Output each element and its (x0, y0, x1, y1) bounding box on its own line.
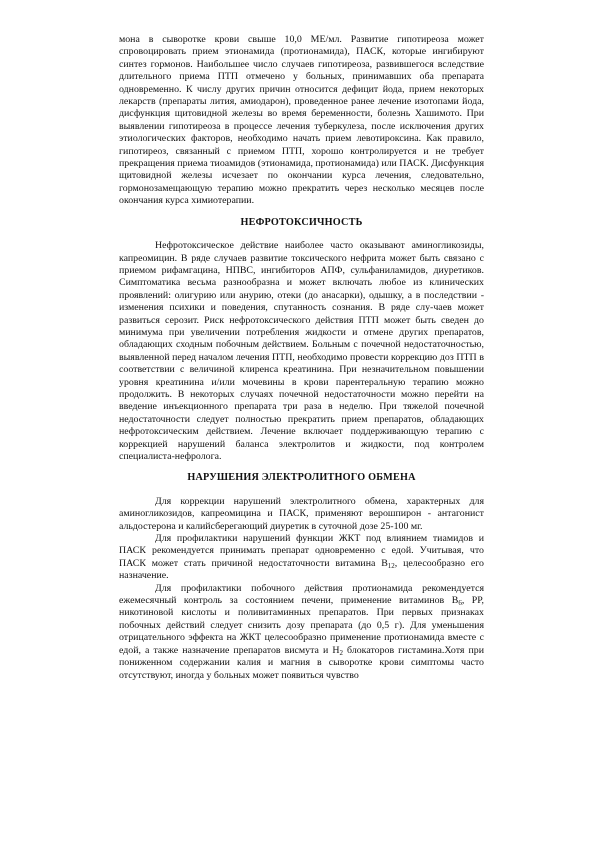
vitamin-b12-subscript: 12 (387, 561, 395, 570)
nephrotoxicity-heading: НЕФРОТОКСИЧНОСТЬ (240, 216, 363, 228)
p2-text-after: , целесообразно его назначение. (119, 557, 484, 582)
electrolyte-paragraph-1: Для коррекции нарушений электролитного обмена, характерных для аминогликозидов, капреомицина и ПАСК, применяют верошпирон - антагонист альдостерона и калийсберегающий диуретик в суточной дозе 25-100 мг. (119, 495, 484, 532)
nephrotoxicity-paragraph: Нефротоксическое действие наиболее часто оказывают аминогликозиды, капреомицин. В ряде случаев развитие токсического нефрита может быть связано с приемом рифамгацина, НПВС, ингибиторов АПФ, сульфаниламидов, диуретиков. Симптоматика весьма разнообразна и может включать любое из клинических проявлений: олигурию или анурию, отеки (до анасарки), одышку, а в последствии - изменения психики и поведения, спутанность сознания. В ряде слу-чаев может развиться серозит. Риск нефротоксического действия ПТП может быть сведен до минимума при увеличении потребления жидкости и отмене других препаратов, обладающих сходным побочным действием. Больным с почечной недостаточностью, выявленной перед началом лечения ПТП, необходимо провести коррекцию доз ПТП в соответствии с величиной клиренса креатинина. При незначительном повышении уровня креатинина и/или мочевины в крови парентеральную терапию можно продолжить. В некоторых случаях почечной недостаточности можно перейти на введение инъекционного препарата три раза в неделю. При тяжелой почечной недостаточности следует полностью прекратить прием препаратов, обладающих нефротоксическим действием. Лечение включает поддерживающую терапию с коррекцией нарушений баланса электролитов и жидкости, под контролем специалиста-нефролога. (119, 240, 484, 462)
vitamin-b6-subscript: 6 (458, 599, 462, 608)
p3-text-after: блокаторов гистамина.Хотя при пониженном содержании калия и магния в сыворотке крови симптомы часто отсутствуют, иногда у больных может появиться чувство (119, 644, 484, 681)
electrolyte-paragraph-2 (119, 533, 484, 583)
hypothyroidism-paragraph: мона в сыворотке крови свыше 10,0 МЕ/мл. Развитие гипотиреоза может спровоцировать прием этионамида (протионамида), ПАСК, которые ингибируют синтез гормонов. Наибольшее число случаев гипотиреоза, развившегося вследствие длительного приема ПТП отмечено у больных, принимавших оба препарата одновременно. К числу других причин относится дефицит йода, прием некоторых лекарств (препараты лития, амиодарон), проведенное ранее лечение изотопами йода, дисфункция щитовидной железы во время беременности, болезнь Хашимото. При выявлении гипотиреоза в процессе лечения туберкулеза, после исключения других этиологических факторов, необходимо начать прием левотироксина. Как правило, гипотиреоз, связанный с приемом ПТП, хорошо контролируется и не требует прекращения приема тиоамидов (этионамида, протионамида) или ПАСК. Дисфункция щитовидной железы исчезает по окончании курса лечения, следовательно, гормонозамещающую терапию можно прекратить через несколько месяцев после окончания курса химиотерапии. (119, 34, 484, 207)
electrolyte-heading: НАРУШЕНИЯ ЭЛЕКТРОЛИТНОГО ОБМЕНА (187, 472, 416, 484)
electrolyte-paragraph-3 (119, 583, 484, 682)
p3-text-before: Для профилактики побочного действия протионамида рекомендуется ежемесячный контроль за состоянием печени, применение витаминов В (119, 582, 484, 607)
p2-text-before: Для профилактики нарушений функции ЖКТ под влиянием тиамидов и ПАСК рекомендуется принимать препарат одновременно с едой. Учитывая, что ПАСК может стать причиной недостаточности витамина В (119, 533, 484, 569)
h2-subscript: 2 (339, 648, 343, 657)
p3-text-mid: , РР, никотиновой кислоты и поливитаминных препаратов. При первых признаках побочных действий следует снизить дозу препарата (до 0,5 г). Для уменьшения отрицательного эффекта на ЖКТ целесообразно применение протионамида вместе с едой, а также назначение препаратов висмута и Н (119, 595, 484, 656)
